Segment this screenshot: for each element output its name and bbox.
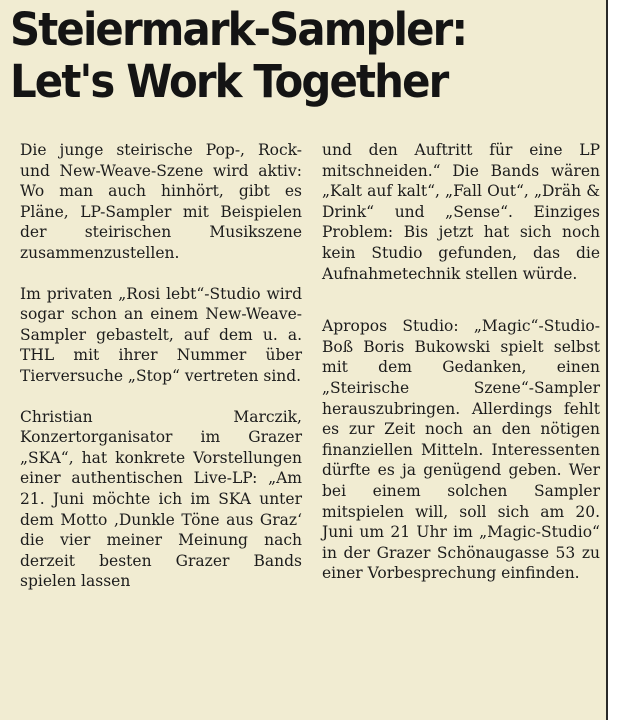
paragraph: Christian Marczik, Konzertorganisator im Grazer „SKA“, hat konkrete Vorstellungen einer authentischen Live-LP: „Am 21. Juni möchte ich im SKA unter dem Motto ‚Dunkle Töne aus Graz‘ die vier meiner Meinung nach derzeit besten Grazer Bands spielen lassen — [20, 407, 302, 591]
paragraph: Im privaten „Rosi lebt“-Studio wird sogar schon an einem New-Weave-Sampler gebastelt, auf dem u. a. THL mit ihrer Nummer über Tierversuche „Stop“ vertreten sind. — [20, 284, 302, 385]
headline-line-1: Steiermark-Sampler: — [10, 3, 467, 56]
paragraph: Die junge steirische Pop-, Rock- und New-Weave-Szene wird aktiv: Wo man auch hinhört, gibt es Pläne, LP-Sampler mit Beispielen der steirischen Musikszene zusammenzustellen. — [20, 141, 302, 262]
headline-line-2: Let's Work Together — [10, 55, 448, 108]
paragraph: und den Auftritt für eine LP mitschneiden.“ Die Bands wären „Kalt auf kalt“, „Fall Out“, „Dräh & Drink“ und „Sense“. Einziges Problem: Bis jetzt hat sich noch kein Studio gefunden, das die Aufnahmetechnik stellen würde. — [322, 141, 600, 283]
article-headline — [10, 4, 559, 108]
article-column-right — [322, 140, 600, 584]
clipping-edge — [606, 0, 608, 720]
paragraph: Apropos Studio: „Magic“-Studio-Boß Boris Bukowski spielt selbst mit dem Gedanken, einen „Steirische Szene“-Sampler herauszubringen. Allerdings fehlt es zur Zeit noch an den nötigen finanziellen Mitteln. Interessenten dürfte es ja genügend geben. Wer bei einem solchen Sampler mitspielen will, soll sich am 20. Juni um 21 Uhr im „Magic-Studio“ in der Grazer Schönaugasse 53 zu einer Vorbesprechung einfinden. — [322, 317, 600, 583]
article-column-left — [20, 140, 302, 592]
